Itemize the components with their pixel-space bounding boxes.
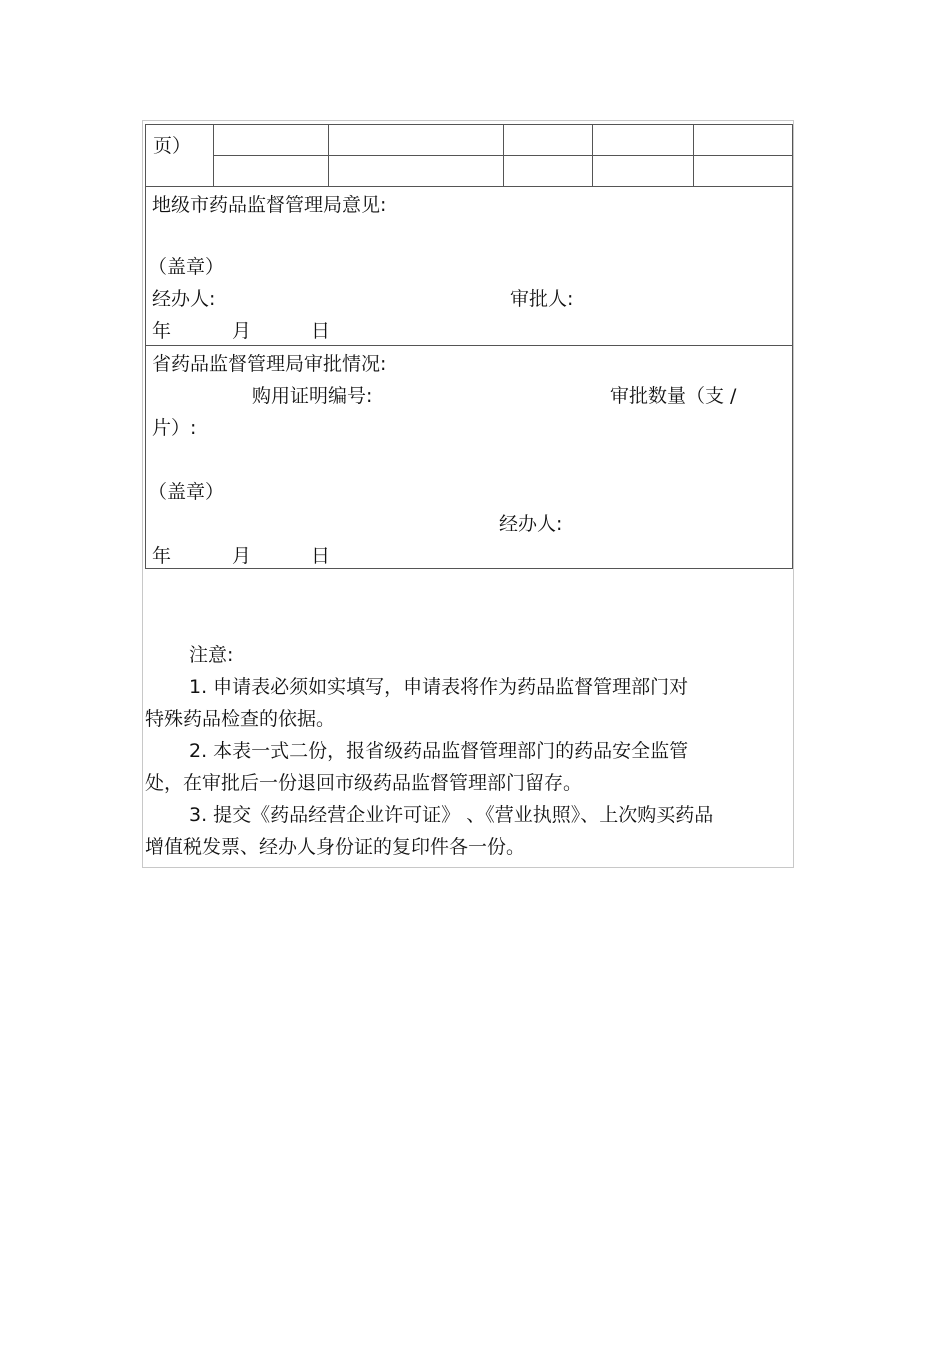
city-day-label: 日 [311, 320, 331, 342]
city-seal-label: （盖章） [148, 256, 225, 278]
notes-heading: 注意: [189, 644, 234, 666]
table-cell [694, 125, 793, 156]
table-cell [593, 156, 694, 187]
purchase-cert-no-label: 购用证明编号: [252, 385, 373, 407]
city-approver-label: 审批人: [510, 288, 574, 310]
city-opinion-section [146, 187, 793, 346]
province-month-label: 月 [232, 545, 252, 567]
city-handler-label: 经办人: [152, 288, 216, 310]
province-year-label: 年 [152, 545, 172, 567]
province-handler-label: 经办人: [499, 513, 563, 535]
approved-quantity-label: 审批数量（支 / [610, 385, 737, 407]
note-item-1-line-1: 1. 申请表必须如实填写，申请表将作为药品监督管理部门对 [189, 676, 689, 698]
city-year-label: 年 [152, 320, 172, 342]
table-cell [213, 156, 328, 187]
table-row [146, 125, 793, 156]
application-form-table [145, 124, 793, 569]
table-cell [504, 125, 593, 156]
note-item-2-line-1: 2. 本表一式二份，报省级药品监督管理部门的药品安全监管 [189, 740, 689, 762]
continuation-label: 页） [146, 125, 214, 187]
table-cell [593, 125, 694, 156]
province-seal-label: （盖章） [148, 481, 225, 503]
table-cell [504, 156, 593, 187]
table-cell [694, 156, 793, 187]
table-row [146, 156, 793, 187]
province-day-label: 日 [311, 545, 331, 567]
province-approval-section [146, 346, 793, 569]
note-item-1-line-2: 特殊药品检查的依据。 [145, 708, 336, 730]
city-opinion-row [146, 187, 793, 346]
note-item-3-line-1: 3. 提交《药品经营企业许可证》 、《营业执照》、上次购买药品 [189, 804, 714, 826]
quantity-unit-label: 片）: [152, 417, 197, 439]
table-cell [213, 125, 328, 156]
table-cell [328, 156, 504, 187]
city-month-label: 月 [232, 320, 252, 342]
note-item-3-line-2: 增值税发票、经办人身份证的复印件各一份。 [145, 836, 526, 858]
city-opinion-title: 地级市药品监督管理局意见: [152, 194, 387, 216]
province-approval-title: 省药品监督管理局审批情况: [152, 353, 387, 375]
province-approval-row [146, 346, 793, 569]
table-cell [328, 125, 504, 156]
note-item-2-line-2: 处，在审批后一份退回市级药品监督管理部门留存。 [145, 772, 583, 794]
